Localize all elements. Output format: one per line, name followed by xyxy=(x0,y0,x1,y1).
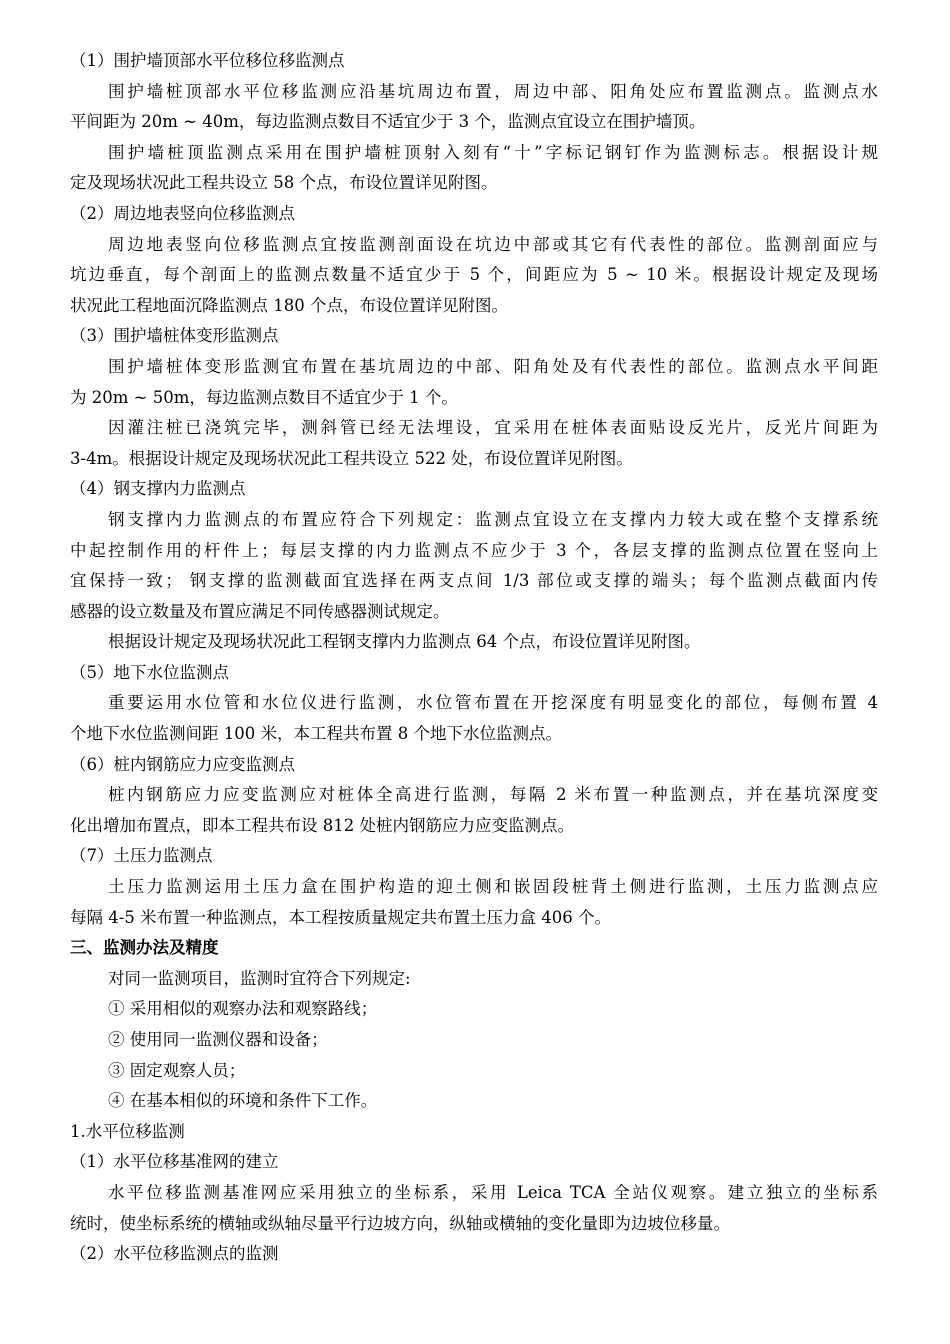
document-body xyxy=(70,46,878,1270)
paragraph-line: 感器的设立数量及布置应满足不同传感器测试规定。 xyxy=(70,601,450,621)
paragraph-line: 宜保持一致； 钢支撑的监测截面宜选择在两支点间 1/3 部位或支撑的端头；每个监测点截面内传 xyxy=(70,571,878,591)
item-heading: （1）水平位移基准网的建立 xyxy=(70,1152,279,1172)
item-heading: （1）围护墙顶部水平位移位移监测点 xyxy=(70,51,345,70)
paragraph-line: 土压力监测运用土压力盒在围护构造的迎土侧和嵌固段桩背土侧进行监测，土压力监测点应 xyxy=(108,877,878,897)
item-heading: （3）围护墙桩体变形监测点 xyxy=(70,326,279,346)
item-heading: （2）周边地表竖向位移监测点 xyxy=(70,203,295,223)
item-heading: （5）地下水位监测点 xyxy=(70,662,229,682)
paragraph-line: 化出增加布置点，即本工程共布设 812 处桩内钢筋应力应变监测点。 xyxy=(70,815,574,835)
paragraph-line: 统时，使坐标系统的横轴或纵轴尽量平行边坡方向，纵轴或横轴的变化量即为边坡位移量。 xyxy=(70,1213,730,1233)
paragraph-line: 定及现场状况此工程共设立 58 个点，布设位置详见附图。 xyxy=(70,173,498,193)
paragraph-line: 中起控制作用的杆件上；每层支撑的内力监测点不应少于 3 个，各层支撑的监测点位置在竖向上 xyxy=(70,540,878,560)
item-heading: （7）土压力监测点 xyxy=(70,846,213,866)
paragraph-line: 为 20m ~ 50m，每边监测点数目不适宜少于 1 个。 xyxy=(70,387,458,407)
paragraph-line: 水平位移监测基准网应采用独立的坐标系，采用 Leica TCA 全站仪观察。建立独立的坐标系 xyxy=(108,1182,878,1202)
item-heading: （6）桩内钢筋应力应变监测点 xyxy=(70,754,295,774)
paragraph-line: 个地下水位监测间距 100 米，本工程共布置 8 个地下水位监测点。 xyxy=(70,724,562,744)
list-item: ② 使用同一监测仪器和设备； xyxy=(108,1030,328,1049)
paragraph-line: 重要运用水位管和水位仪进行监测，水位管布置在开挖深度有明显变化的部位，每侧布置 4 xyxy=(108,693,878,713)
paragraph-line: 桩内钢筋应力应变监测应对桩体全高进行监测，每隔 2 米布置一种监测点，并在基坑深度变 xyxy=(108,785,878,805)
paragraph-line: 每隔 4-5 米布置一种监测点，本工程按质量规定共布置土压力盒 406 个。 xyxy=(70,907,612,927)
section-heading: 三、监测办法及精度 xyxy=(70,938,219,958)
paragraph-line: 围护墙桩顶监测点采用在围护墙桩顶射入刻有“十”字标记钢钉作为监测标志。根据设计规 xyxy=(108,142,878,162)
paragraph-line: 围护墙桩顶部水平位移监测应沿基坑周边布置，周边中部、阳角处应布置监测点。监测点水 xyxy=(108,81,878,101)
list-item: ③ 固定观察人员； xyxy=(108,1060,246,1080)
item-heading: （4）钢支撑内力监测点 xyxy=(70,479,246,499)
paragraph-line: 周边地表竖向位移监测点宜按监测剖面设在坑边中部或其它有代表性的部位。监测剖面应与 xyxy=(108,234,878,254)
subsection-heading: 1.水平位移监测 xyxy=(70,1121,185,1141)
item-heading: （2）水平位移监测点的监测 xyxy=(70,1244,279,1264)
paragraph-line: 坑边垂直，每个剖面上的监测点数量不适宜少于 5 个，间距应为 5 ~ 10 米。根据设计规定及现场 xyxy=(70,265,878,285)
paragraph-line: 3-4m。根据设计规定及现场状况此工程共设立 522 处，布设位置详见附图。 xyxy=(70,448,633,468)
paragraph-line: 对同一监测项目，监测时宜符合下列规定: xyxy=(108,968,411,988)
list-item: ① 采用相似的观察办法和观察路线； xyxy=(108,999,378,1019)
paragraph-line: 钢支撑内力监测点的布置应符合下列规定：监测点宜设立在支撑内力较大或在整个支撑系统 xyxy=(108,509,878,529)
paragraph-line: 状况此工程地面沉降监测点 180 个点，布设位置详见附图。 xyxy=(70,295,508,315)
paragraph-line: 根据设计规定及现场状况此工程钢支撑内力监测点 64 个点，布设位置详见附图。 xyxy=(108,632,701,652)
paragraph-line: 平间距为 20m ~ 40m，每边监测点数目不适宜少于 3 个，监测点宜设立在围护墙顶。 xyxy=(70,112,706,132)
paragraph-line: 因灌注桩已浇筑完毕，测斜管已经无法埋设，宜采用在桩体表面贴设反光片，反光片间距为 xyxy=(108,418,878,438)
paragraph-line: 围护墙桩体变形监测宜布置在基坑周边的中部、阳角处及有代表性的部位。监测点水平间距 xyxy=(108,356,878,376)
list-item: ④ 在基本相似的环境和条件下工作。 xyxy=(108,1091,378,1111)
